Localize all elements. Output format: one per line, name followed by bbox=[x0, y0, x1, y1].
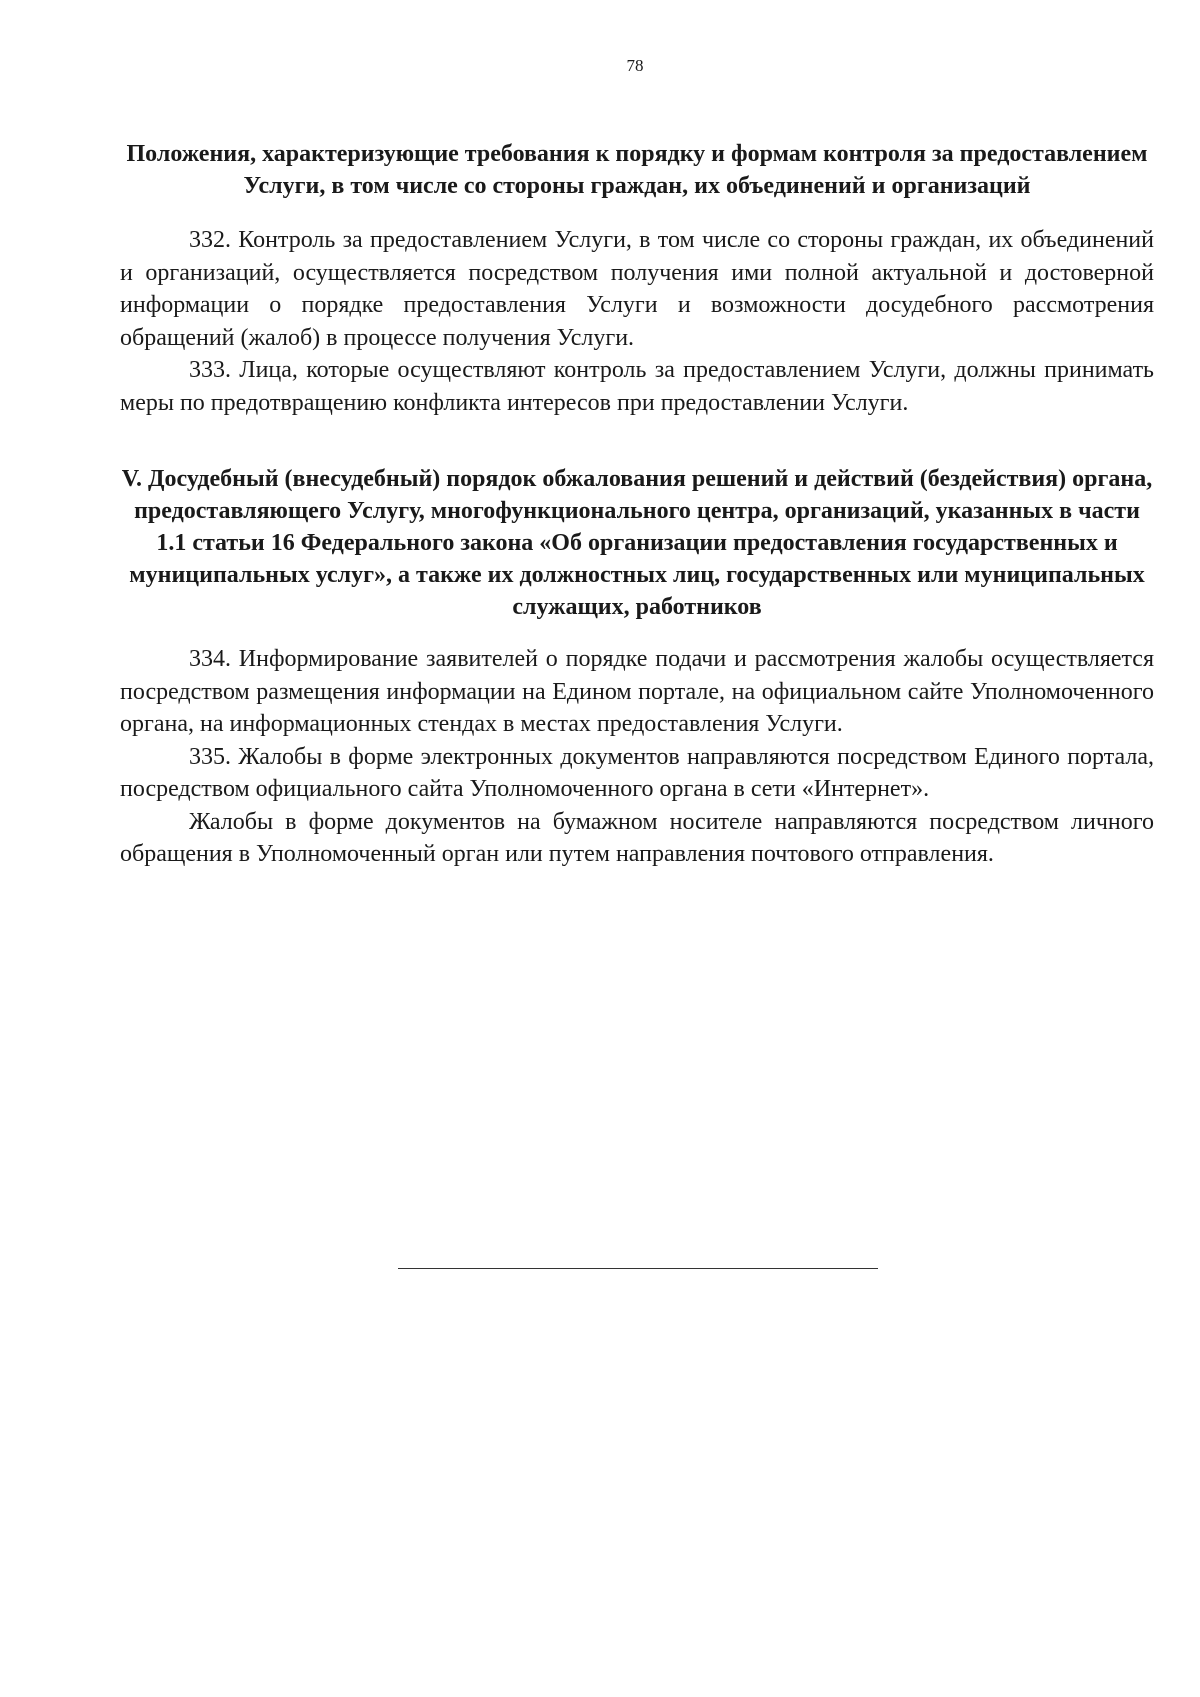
section-heading-control: Положения, характеризующие требования к порядку и формам контроля за предоставлением Услуги, в том числе со стороны граждан, их объединений и организаций bbox=[126, 141, 1148, 199]
paragraph-332: 332. Контроль за предоставлением Услуги, в том числе со стороны граждан, их объединений и организаций, осуществляется посредством получения ими полной актуальной и достоверной информации о порядке предоставления Услуги и возможности досудебного рассмотрения обращений (жалоб) в процессе получения Услуги. bbox=[120, 227, 1154, 351]
paragraph-334: 334. Информирование заявителей о порядке подачи и рассмотрения жалобы осуществляется посредством размещения информации на Едином портале, на официальном сайте Уполномоченного органа, на информационных стендах в местах предоставления Услуги. bbox=[120, 646, 1154, 737]
section-heading-appeal: V. Досудебный (внесудебный) порядок обжалования решений и действий (бездействия) органа, предоставляющего Услугу, многофункционального центра, организаций, указанных в части 1.1 статьи 16 Федерального закона «Об организации предоставления государственных и муниципальных услуг», а также их должностных лиц, государственных или муниципальных служащих, работников bbox=[121, 466, 1153, 620]
paragraph-333: 333. Лица, которые осуществляют контроль за предоставлением Услуги, должны принимать меры по предотвращению конфликта интересов при предоставлении Услуги. bbox=[120, 357, 1154, 416]
page-number: 78 bbox=[626, 56, 644, 75]
paragraph-335: 335. Жалобы в форме электронных документов направляются посредством Единого портала, посредством официального сайта Уполномоченного органа в сети «Интернет». bbox=[120, 743, 1154, 802]
document-body bbox=[120, 138, 1154, 871]
paragraph-paper-complaints: Жалобы в форме документов на бумажном носителе направляются посредством личного обращения в Уполномоченный орган или путем направления почтового отправления. bbox=[120, 808, 1154, 867]
end-of-document-rule bbox=[398, 1268, 878, 1269]
